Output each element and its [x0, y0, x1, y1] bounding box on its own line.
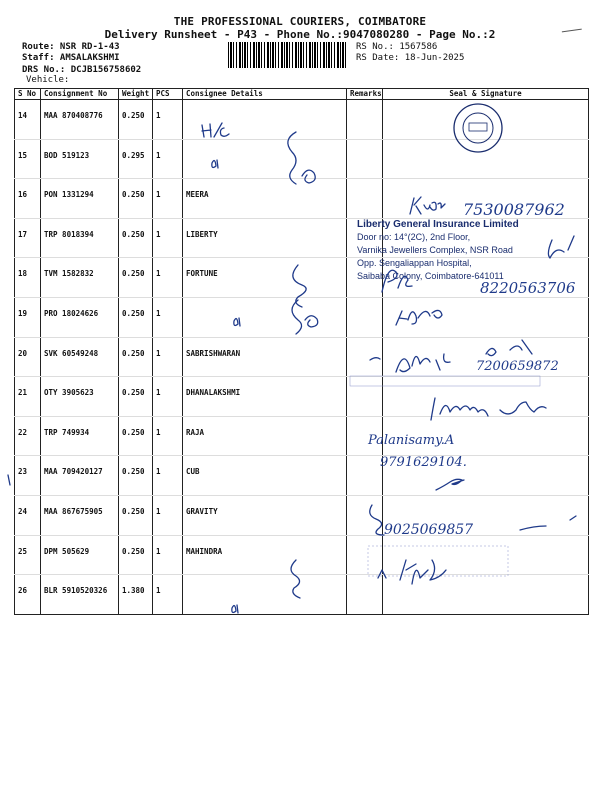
cell-consignee: MAHINDRA	[183, 535, 347, 575]
cell-consignment: TVM 1582832	[41, 258, 119, 298]
col-header-pcs: PCS	[153, 89, 183, 100]
cell-consignment: BOD 519123	[41, 139, 119, 179]
cell-consignment: MAA 870408776	[41, 100, 119, 140]
cell-consignment: TRP 8018394	[41, 218, 119, 258]
signature-row23	[8, 475, 464, 490]
col-header-remarks: Remarks	[347, 89, 383, 100]
cell-sno: 16	[15, 179, 41, 219]
drs-number: DRS No.: DCJB156758602	[22, 65, 142, 75]
signature-row21	[350, 376, 546, 420]
cell-weight: 0.250	[119, 535, 153, 575]
cell-consignment: MAA 709420127	[41, 456, 119, 496]
cell-consignee: GRAVITY	[183, 495, 347, 535]
cell-sno: 18	[15, 258, 41, 298]
svg-text:9791629104.: 9791629104.	[380, 455, 467, 470]
cell-sno: 25	[15, 535, 41, 575]
vehicle-label: Vehicle:	[26, 75, 70, 85]
signature-row26	[232, 605, 238, 613]
cell-sno: 20	[15, 337, 41, 377]
cell-consignment: SVK 60549248	[41, 337, 119, 377]
cell-weight: 0.250	[119, 377, 153, 417]
company-seal-stamp	[454, 104, 502, 152]
cell-consignment: TRP 749934	[41, 416, 119, 456]
cell-weight: 1.380	[119, 575, 153, 615]
cell-consignee: RAJA	[183, 416, 347, 456]
cell-sno: 23	[15, 456, 41, 496]
svg-text:7200659872: 7200659872	[476, 359, 559, 374]
cell-sno: 19	[15, 297, 41, 337]
svg-text:9025069857: 9025069857	[384, 522, 474, 538]
col-header-sno: S No	[15, 89, 41, 100]
cell-sno: 21	[15, 377, 41, 417]
cell-weight: 0.250	[119, 416, 153, 456]
svg-text:Palanisamy.A: Palanisamy.A	[368, 433, 455, 448]
svg-text:7530087962: 7530087962	[463, 200, 565, 219]
runsheet-subtitle: Delivery Runsheet - P43 - Phone No.:9047080280 - Page No.:2	[104, 28, 496, 41]
col-header-signature: Seal & Signature	[383, 89, 589, 100]
cell-pcs: 1	[153, 297, 183, 337]
cell-weight: 0.250	[119, 100, 153, 140]
signature-row20	[370, 340, 559, 374]
cell-consignment: OTY 3905623	[41, 377, 119, 417]
cell-consignee: LIBERTY	[183, 218, 347, 258]
cell-consignment: BLR 5910520326	[41, 575, 119, 615]
cell-consignment: PON 1331294	[41, 179, 119, 219]
cell-weight: 0.295	[119, 139, 153, 179]
svg-text:8220563706: 8220563706	[480, 279, 576, 297]
handwritten-note-row14	[202, 123, 229, 137]
route-label: Route: NSR RD-1-43	[22, 42, 120, 52]
company-title: THE PROFESSIONAL COURIERS, COIMBATORE	[173, 15, 427, 28]
cell-weight: 0.250	[119, 179, 153, 219]
cell-pcs: 1	[153, 139, 183, 179]
cell-consignment: MAA 867675905	[41, 495, 119, 535]
cell-consignee: FORTUNE	[183, 258, 347, 298]
cell-pcs: 1	[153, 337, 183, 377]
handwritten-phone-row24	[370, 505, 576, 538]
cell-pcs: 1	[153, 377, 183, 417]
rs-date: RS Date: 18-Jun-2025	[356, 53, 465, 63]
col-header-weight: Weight	[119, 89, 153, 100]
cell-pcs: 1	[153, 179, 183, 219]
cell-pcs: 1	[153, 456, 183, 496]
col-header-consignment: Consignment No	[41, 89, 119, 100]
cell-pcs: 1	[153, 100, 183, 140]
cell-sno: 24	[15, 495, 41, 535]
rs-number: RS No.: 1567586	[356, 42, 438, 52]
staff-label: Staff: AMSALAKSHMI	[22, 53, 120, 63]
cell-pcs: 1	[153, 575, 183, 615]
svg-text:Door no: 14°(2C), 2nd Floor,: Door no: 14°(2C), 2nd Floor,	[357, 232, 471, 242]
cell-pcs: 1	[153, 258, 183, 298]
cell-sno: 15	[15, 139, 41, 179]
cell-pcs: 1	[153, 535, 183, 575]
cell-pcs: 1	[153, 218, 183, 258]
signature-row15	[212, 132, 315, 184]
cell-weight: 0.250	[119, 218, 153, 258]
cell-sno: 17	[15, 218, 41, 258]
cell-consignee: MEERA	[183, 179, 347, 219]
cell-weight: 0.250	[119, 495, 153, 535]
cell-pcs: 1	[153, 495, 183, 535]
col-header-consignee: Consignee Details	[183, 89, 347, 100]
cell-weight: 0.250	[119, 297, 153, 337]
cell-weight: 0.250	[119, 258, 153, 298]
handwritten-phone-row17	[410, 197, 565, 219]
cell-pcs: 1	[153, 416, 183, 456]
cell-weight: 0.250	[119, 337, 153, 377]
liberty-address-stamp	[357, 219, 519, 281]
cell-sno: 26	[15, 575, 41, 615]
signature-row25	[291, 546, 508, 598]
cell-consignee: CUB	[183, 456, 347, 496]
svg-text:Liberty General Insurance Limi: Liberty General Insurance Limited	[357, 219, 519, 230]
cell-consignment: PRO 18024626	[41, 297, 119, 337]
cell-consignee: DHANALAKSHMI	[183, 377, 347, 417]
svg-text:Varnika Jewellers Complex, NSR: Varnika Jewellers Complex, NSR Road	[357, 245, 513, 255]
cell-consignment: DPM 505629	[41, 535, 119, 575]
handwritten-name-row22	[367, 433, 467, 470]
cell-sno: 14	[15, 100, 41, 140]
cell-consignee: SABRISHWARAN	[183, 337, 347, 377]
cell-weight: 0.250	[119, 456, 153, 496]
signature-row19	[234, 300, 442, 334]
cell-sno: 22	[15, 416, 41, 456]
svg-text:Opp. Sengaliappan Hospital,: Opp. Sengaliappan Hospital,	[357, 258, 472, 268]
svg-text:Saibaba Colony, Coimbatore-641: Saibaba Colony, Coimbatore-641011	[357, 271, 504, 281]
